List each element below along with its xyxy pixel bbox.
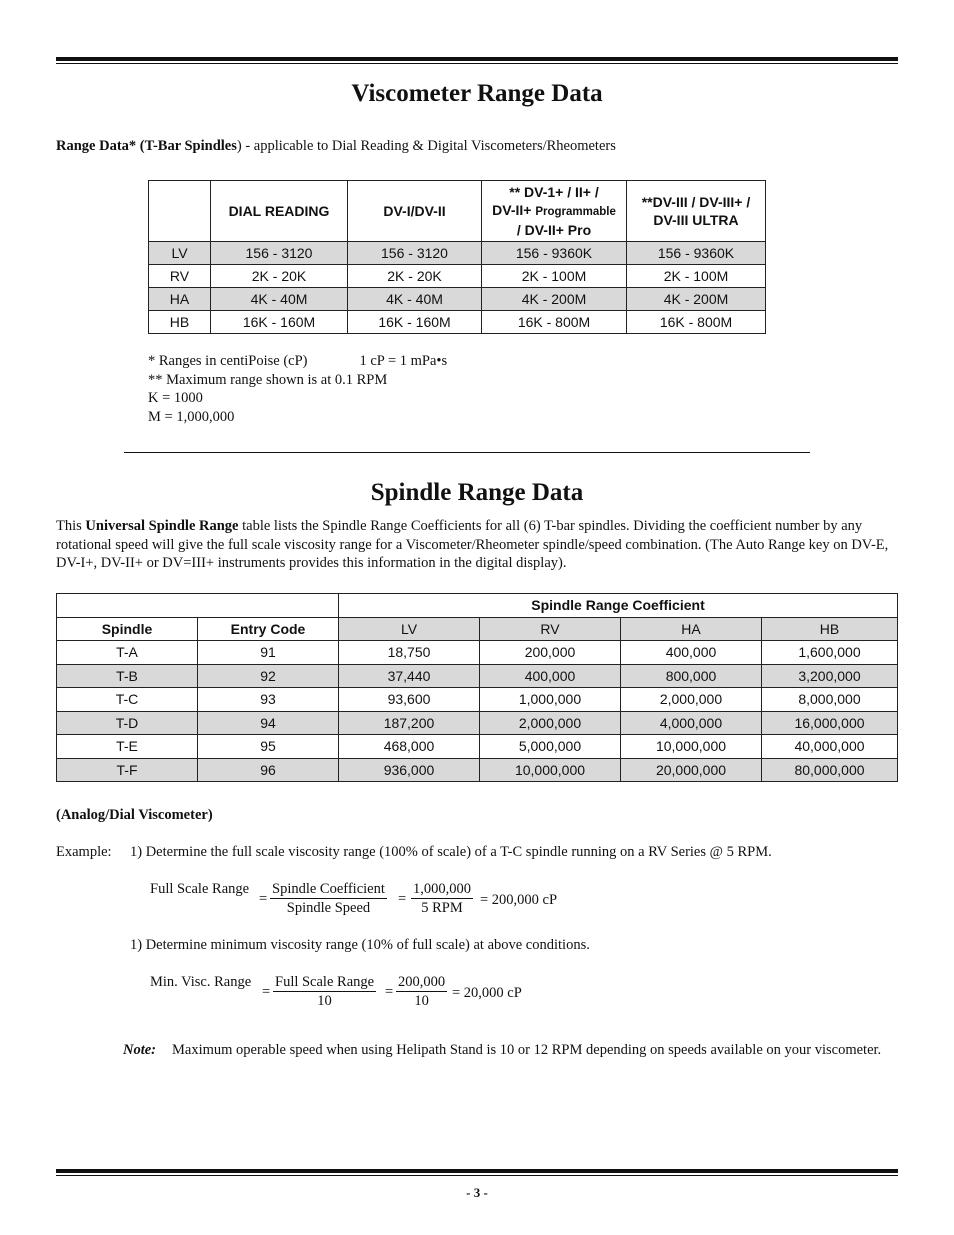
table-cell: 16,000,000	[762, 711, 898, 735]
example-step1: 1) Determine the full scale viscosity range (100% of scale) of a T-C spindle running on a RV Series @ 5 RPM.	[130, 844, 772, 860]
eq2-equals-2: =	[385, 984, 394, 1000]
header-dv1plus-programmable: Programmable	[535, 206, 616, 218]
table-cell: T-A	[57, 641, 198, 665]
eq1-equals-1: =	[259, 891, 268, 907]
header-dv3-line1: **DV-III / DV-III+ /	[641, 194, 751, 210]
spindle-intro-bold: Universal Spindle Range	[85, 518, 239, 534]
top-rule	[56, 57, 898, 64]
eq1-fraction-1	[270, 880, 387, 917]
table-cell: 2K - 20K	[348, 265, 482, 288]
eq2-fraction-2	[396, 973, 447, 1010]
table-row	[149, 288, 766, 311]
table-cell: 93	[198, 688, 339, 712]
table-cell: 156 - 9360K	[482, 242, 627, 265]
header-lv: LV	[339, 617, 480, 641]
table-cell: 92	[198, 664, 339, 688]
spindle-intro-pre: This	[56, 518, 86, 534]
table-cell: 1,000,000	[480, 688, 621, 712]
table-cell: RV	[149, 265, 211, 288]
table-row	[149, 242, 766, 265]
note-k: K = 1000	[148, 390, 203, 406]
table-cell: 156 - 3120	[348, 242, 482, 265]
table-cell: 2K - 100M	[482, 265, 627, 288]
bottom-rule	[56, 1169, 898, 1176]
spindle-range-table	[56, 593, 898, 782]
header-blank	[149, 181, 211, 242]
note-m: M = 1,000,000	[148, 408, 235, 425]
table-cell: 95	[198, 735, 339, 759]
eq2-lhs: Min. Visc. Range	[150, 974, 252, 990]
table-cell: 3,200,000	[762, 664, 898, 688]
eq1-f2-denominator: 5 RPM	[421, 900, 463, 916]
table-cell: 16K - 160M	[348, 311, 482, 334]
header-entry-code: Entry Code	[198, 617, 339, 641]
eq2-equals-1: =	[262, 984, 271, 1000]
table-cell: 800,000	[621, 664, 762, 688]
spindle-intro-rest: table lists the Spindle Range Coefficients for all (6) T-bar spindles. Dividing the coefficient number by any rotational speed will give the full scale viscosity range for a Viscometer/Rheometer spindle/speed combination. (The Auto Range key on DV-E, DV-I+, DV-II+ or DV=III+ instruments provides this information in the digital display).	[56, 518, 889, 571]
table-cell: 2K - 100M	[627, 265, 766, 288]
table-cell: 400,000	[480, 664, 621, 688]
table-cell: 4K - 40M	[211, 288, 348, 311]
table-cell: 4,000,000	[621, 711, 762, 735]
table-cell: 40,000,000	[762, 735, 898, 759]
note-mpas: 1 cP = 1 mPa•s	[359, 353, 448, 369]
header-blank	[57, 594, 339, 618]
viscometer-range-table	[148, 180, 766, 334]
table-cell: 187,200	[339, 711, 480, 735]
table-cell: 16K - 800M	[627, 311, 766, 334]
range-data-intro	[56, 137, 616, 156]
eq1-equals-2: =	[398, 891, 407, 907]
viscometer-title: Viscometer Range Data	[351, 80, 603, 107]
header-spindle: Spindle	[57, 617, 198, 641]
table-row	[57, 758, 898, 782]
table-cell: HB	[149, 311, 211, 334]
table-cell: 400,000	[621, 641, 762, 665]
table-cell: 156 - 3120	[211, 242, 348, 265]
table-row	[57, 641, 898, 665]
header-dv3	[627, 181, 766, 242]
example-label: Example:	[56, 844, 112, 860]
table-cell: 468,000	[339, 735, 480, 759]
table-cell: 37,440	[339, 664, 480, 688]
table-row	[149, 311, 766, 334]
range-data-intro-rest: ) - applicable to Dial Reading & Digital Viscometers/Rheometers	[236, 138, 616, 154]
note-centipoise: * Ranges in centiPoise (cP)	[148, 353, 308, 369]
header-dv1plus-line3: / DV-II+ Pro	[516, 222, 592, 238]
spindle-intro	[56, 517, 898, 573]
table-cell: 936,000	[339, 758, 480, 782]
table-row	[57, 664, 898, 688]
table-cell: 96	[198, 758, 339, 782]
table-cell: 2,000,000	[480, 711, 621, 735]
example-heading: (Analog/Dial Viscometer)	[56, 807, 213, 823]
header-dv1plus-line1: ** DV-1+ / II+ /	[509, 184, 599, 200]
table-cell: HA	[149, 288, 211, 311]
table-cell: T-F	[57, 758, 198, 782]
eq2-f2-denominator: 10	[414, 993, 429, 1009]
table-header-row	[149, 181, 766, 242]
table-cell: 16K - 800M	[482, 311, 627, 334]
table-cell: 94	[198, 711, 339, 735]
table-cell: 156 - 9360K	[627, 242, 766, 265]
table-cell: 5,000,000	[480, 735, 621, 759]
table-cell: 10,000,000	[621, 735, 762, 759]
table-cell: LV	[149, 242, 211, 265]
table-cell: 4K - 200M	[627, 288, 766, 311]
table-cell: 93,600	[339, 688, 480, 712]
table-cell: 91	[198, 641, 339, 665]
table-cell: 80,000,000	[762, 758, 898, 782]
table-row	[57, 688, 898, 712]
table-cell: 2,000,000	[621, 688, 762, 712]
note-max-range: ** Maximum range shown is at 0.1 RPM	[148, 371, 388, 388]
eq2-f2-numerator: 200,000	[398, 974, 446, 990]
eq1-fraction-2	[411, 880, 473, 917]
eq2-result: = 20,000 cP	[452, 985, 522, 1001]
header-dv1plus-line2: DV-II+	[492, 202, 536, 218]
header-spindle-range-coefficient: Spindle Range Coefficient	[339, 594, 898, 618]
header-dv1-dv2: DV-I/DV-II	[348, 181, 482, 242]
note-label: Note:	[123, 1042, 157, 1058]
table-group-header-row	[57, 594, 898, 618]
range-notes	[148, 352, 447, 426]
table-cell: 20,000,000	[621, 758, 762, 782]
eq2-f1-numerator: Full Scale Range	[275, 974, 375, 990]
table-row	[57, 711, 898, 735]
table-cell: 4K - 200M	[482, 288, 627, 311]
header-hb: HB	[762, 617, 898, 641]
section-divider	[124, 452, 810, 453]
table-cell: T-C	[57, 688, 198, 712]
header-rv: RV	[480, 617, 621, 641]
table-cell: 18,750	[339, 641, 480, 665]
table-row	[149, 265, 766, 288]
header-dv3-line2: DV-III ULTRA	[653, 212, 739, 228]
eq2-fraction-1	[273, 973, 376, 1010]
table-cell: T-B	[57, 664, 198, 688]
table-header-row	[57, 617, 898, 641]
eq1-lhs: Full Scale Range	[150, 881, 250, 897]
range-data-intro-bold: Range Data* (T-Bar Spindles	[56, 138, 237, 154]
eq1-f1-denominator: Spindle Speed	[286, 900, 371, 916]
header-dial-reading: DIAL READING	[211, 181, 348, 242]
note-text: Maximum operable speed when using Helipath Stand is 10 or 12 RPM depending on speeds available on your viscometer.	[172, 1042, 882, 1058]
table-row	[57, 735, 898, 759]
table-cell: T-D	[57, 711, 198, 735]
header-dv1plus	[482, 181, 627, 242]
eq2-f1-denominator: 10	[317, 993, 332, 1009]
table-cell: 200,000	[480, 641, 621, 665]
header-ha: HA	[621, 617, 762, 641]
eq1-f2-numerator: 1,000,000	[413, 881, 471, 897]
table-cell: 4K - 40M	[348, 288, 482, 311]
page-number: - 3 -	[466, 1185, 488, 1200]
eq1-result: = 200,000 cP	[480, 892, 558, 908]
table-cell: T-E	[57, 735, 198, 759]
table-cell: 8,000,000	[762, 688, 898, 712]
spindle-title: Spindle Range Data	[370, 479, 584, 506]
table-cell: 16K - 160M	[211, 311, 348, 334]
example-step2: 1) Determine minimum viscosity range (10% of full scale) at above conditions.	[130, 937, 590, 953]
table-cell: 10,000,000	[480, 758, 621, 782]
eq1-f1-numerator: Spindle Coefficient	[272, 881, 385, 897]
table-cell: 2K - 20K	[211, 265, 348, 288]
table-cell: 1,600,000	[762, 641, 898, 665]
